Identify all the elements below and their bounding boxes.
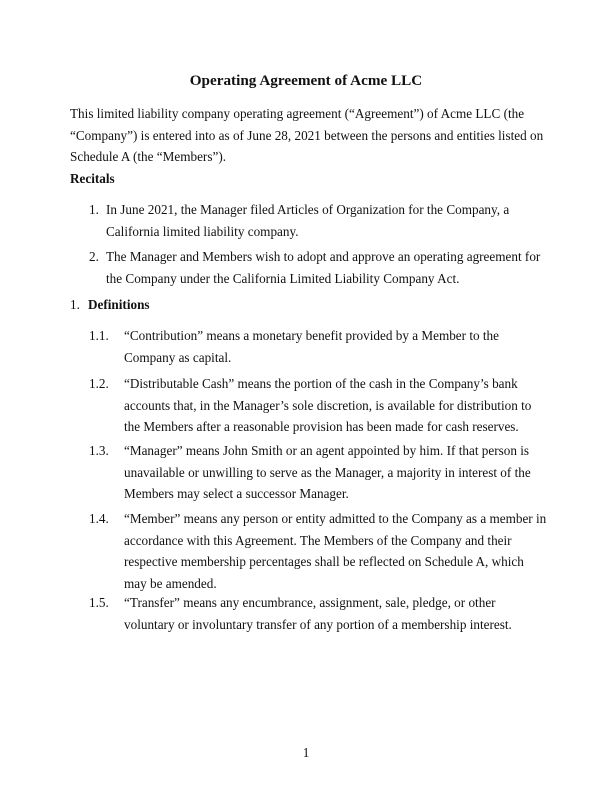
document-title: Operating Agreement of Acme LLC — [189, 72, 423, 89]
recital-number: 2. — [89, 249, 99, 264]
definition-text: “Manager” means John Smith or an agent appointed by him. If that person is unavailable or unwilling to serve as the Manager, a majority in interest of the Members may select a successor Manager. — [124, 443, 531, 501]
recital-text: The Manager and Members wish to adopt and approve an operating agreement for the Company under the California Limited Liability Company Act. — [106, 249, 541, 286]
definition-text: “Member” means any person or entity admitted to the Company as a member in accordance with this Agreement. The Members of the Company and their respective membership percentages shall be reflected on Schedule A, which may be amended. — [124, 511, 547, 591]
definition-item — [89, 325, 549, 368]
recital-text: In June 2021, the Manager filed Articles of Organization for the Company, a California limited liability company. — [106, 202, 510, 239]
recitals-heading: Recitals — [70, 171, 115, 186]
definition-text: “Distributable Cash” means the portion of the cash in the Company’s bank accounts that, in the Manager’s sole discretion, is available for distribution to the Members after a reasonable provision has been made for cash reserves. — [124, 376, 532, 434]
definition-item — [89, 440, 549, 505]
definition-item — [89, 592, 549, 635]
page-number: 1 — [302, 745, 310, 760]
definition-item — [89, 373, 549, 438]
definition-number: 1.2. — [89, 376, 109, 391]
definition-number: 1.5. — [89, 595, 109, 610]
recital-item — [89, 246, 549, 289]
definition-text: “Transfer” means any encumbrance, assignment, sale, pledge, or other voluntary or involuntary transfer of any portion of a membership interest. — [124, 595, 512, 632]
section-definitions-heading — [70, 294, 370, 316]
definition-number: 1.4. — [89, 511, 109, 526]
section-number: 1. — [70, 297, 80, 312]
definition-number: 1.3. — [89, 443, 109, 458]
intro-paragraph: This limited liability company operating agreement (“Agreement”) of Acme LLC (the “Company”) is entered into as of June 28, 2021 between the persons and entities listed on Schedule A (the “Members”). — [70, 106, 544, 164]
recital-number: 1. — [89, 202, 99, 217]
section-heading-text: Definitions — [88, 297, 150, 312]
definition-text: “Contribution” means a monetary benefit provided by a Member to the Company as capital. — [124, 328, 500, 365]
recital-item — [89, 199, 549, 242]
definition-number: 1.1. — [89, 328, 109, 343]
definition-item — [89, 508, 549, 594]
